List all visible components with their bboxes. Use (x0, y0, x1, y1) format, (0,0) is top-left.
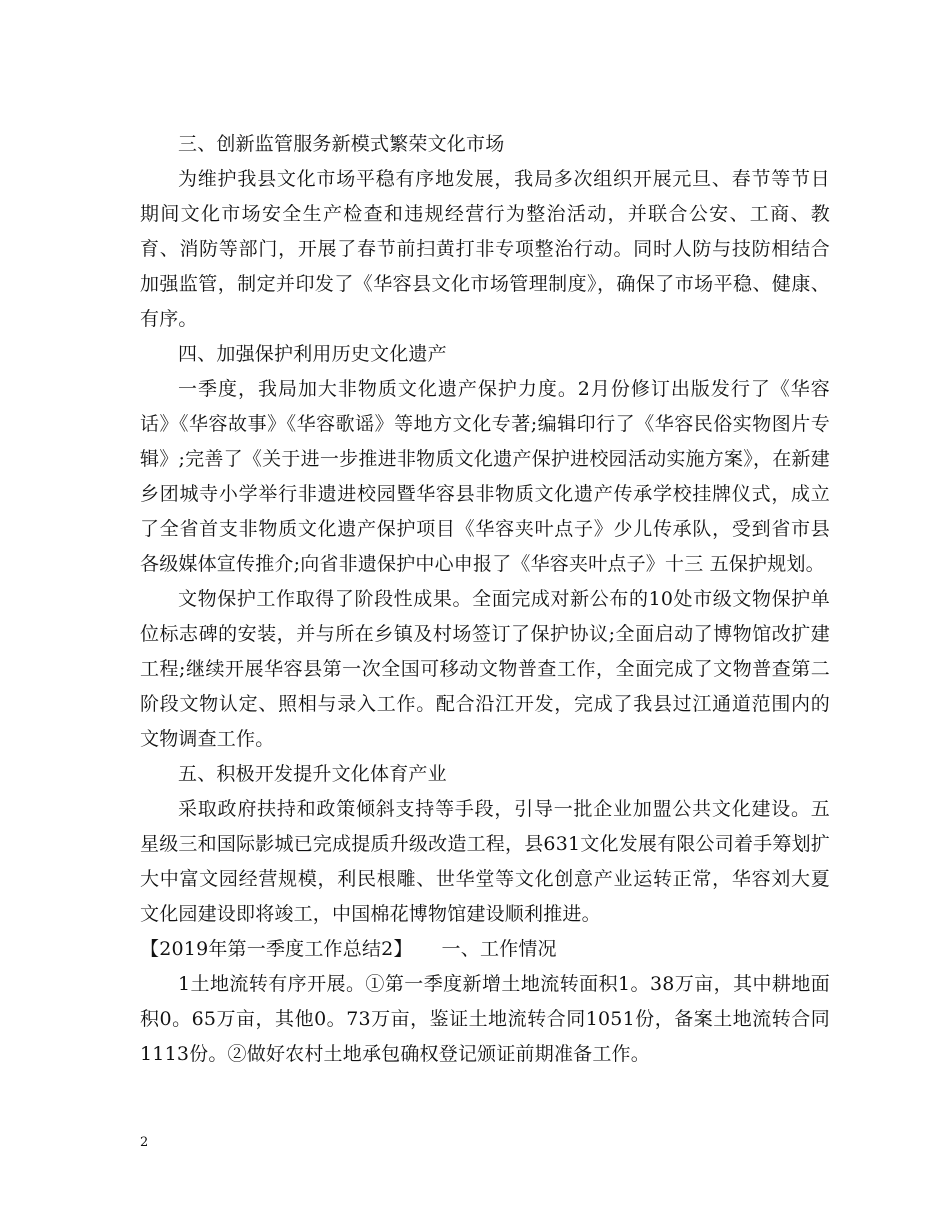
document-body (140, 127, 830, 1072)
paragraph-land-transfer: 1土地流转有序开展。①第一季度新增土地流转面积1。38万亩，其中耕地面积0。65万亩，其他0。73万亩，鉴证土地流转合同1051份，备案土地流转合同1113份。②做好农村土地承包确权登记颁证前期准备工作。 (140, 973, 830, 1065)
section-heading-4: 四、加强保护利用历史文化遗产 (178, 343, 447, 365)
paragraph-market-regulation: 为维护我县文化市场平稳有序地发展，我局多次组织开展元旦、春节等节日期间文化市场安全生产检查和违规经营行为整治活动，并联合公安、工商、教育、消防等部门，开展了春节前扫黄打非专项整治行动。同时人防与技防相结合加强监管，制定并印发了《华容县文化市场管理制度》，确保了市场平稳、健康、有序。 (140, 168, 830, 330)
section-heading-5: 五、积极开发提升文化体育产业 (178, 763, 447, 785)
paragraph-culture-industry: 采取政府扶持和政策倾斜支持等手段，引导一批企业加盟公共文化建设。五星级三和国际影城已完成提质升级改造工程，县631文化发展有限公司着手筹划扩大中富文园经营规模，利民根雕、世华堂等文化创意产业运转正常，华容刘大夏文化园建设即将竣工，中国棉花博物馆建设顺利推进。 (140, 798, 830, 925)
section-heading-3: 三、创新监管服务新模式繁荣文化市场 (178, 133, 505, 155)
paragraph-cultural-relics: 文物保护工作取得了阶段性成果。全面完成对新公布的10处市级文物保护单位标志碑的安装，并与所在乡镇及村场签订了保护协议;全面启动了博物馆改扩建工程;继续开展华容县第一次全国可移动文物普查工作，全面完成了文物普查第二阶段文物认定、照相与录入工作。配合沿江开发，完成了我县过江通道范围内的文物调查工作。 (140, 588, 830, 750)
page-number: 2 (140, 1135, 149, 1150)
summary-2-heading: 【2019年第一季度工作总结2】 一、工作情况 (140, 938, 557, 960)
paragraph-intangible-heritage: 一季度，我局加大非物质文化遗产保护力度。2月份修订出版发行了《华容话》《华容故事》《华容歌谣》等地方文化专著;编辑印行了《华容民俗实物图片专辑》;完善了《关于进一步推进非物质文化遗产保护进校园活动实施方案》，在新建乡团城寺小学举行非遗进校园暨华容县非物质文化遗产传承学校挂牌仪式，成立了全省首支非物质文化遗产保护项目《华容夹叶点子》少儿传承队，受到省市县各级媒体宣传推介;向省非遗保护中心申报了《华容夹叶点子》十三 五保护规划。 (140, 378, 830, 575)
